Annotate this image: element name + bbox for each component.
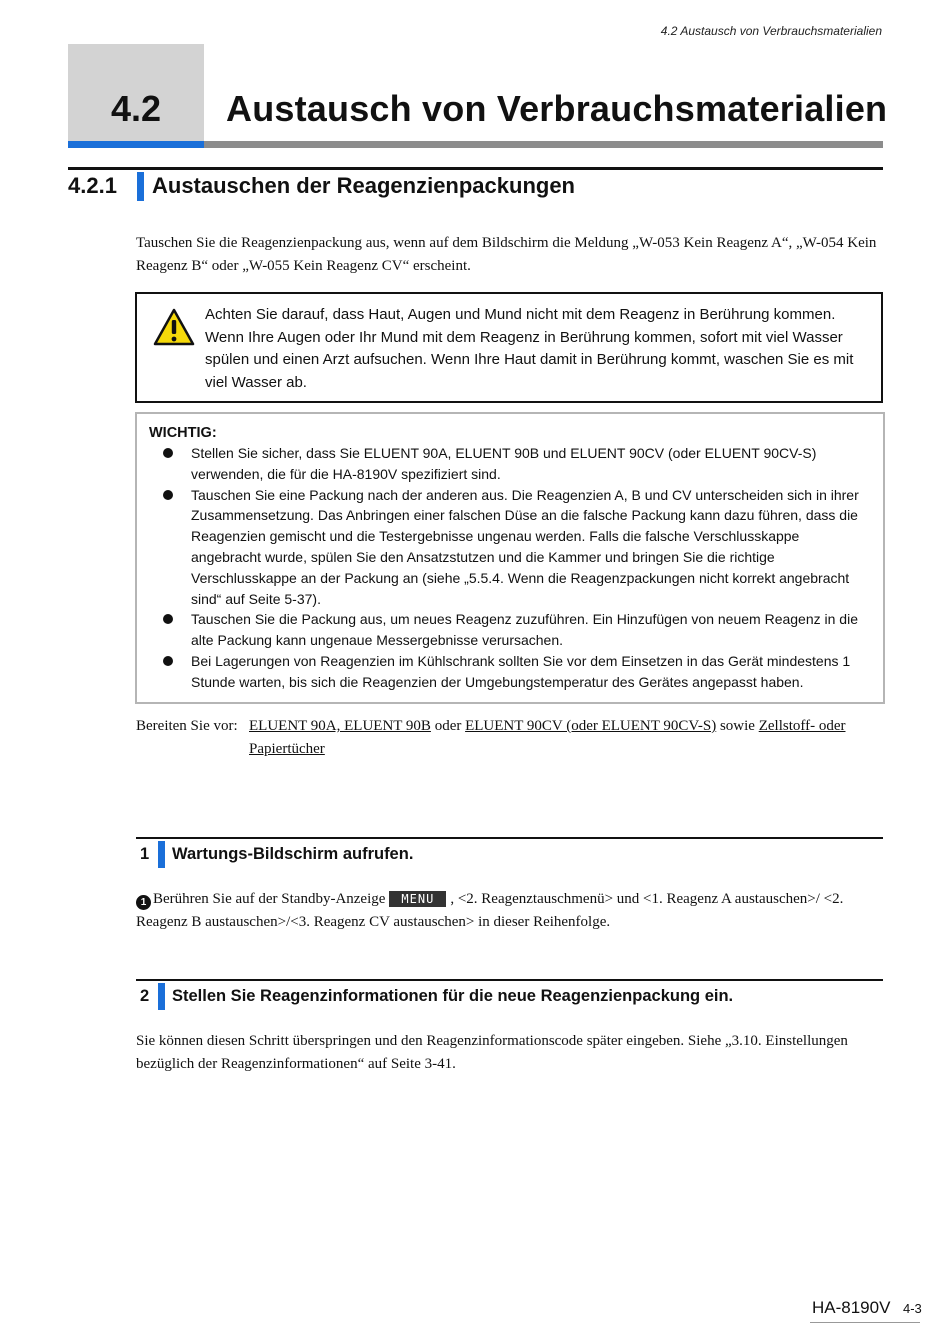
important-title: WICHTIG: [149, 425, 217, 441]
section-number: 4.2.1 [68, 173, 117, 198]
step-rule [136, 979, 883, 981]
step-1-body: 1 Berühren Sie auf der Standby-Anzeige MENU , <2. Reagenztauschmenü> und <1. Reagenz A austauschen>/ <2. Reagenz B austauschen>/<3. Reagenz CV austauschen> in dieser Reihenfolge. [136, 891, 844, 930]
prepare-item-tissues: Zellstoff- oder Papiertücher [249, 718, 846, 757]
warning-box [135, 292, 883, 403]
footer-rule [810, 1322, 920, 1323]
intro-paragraph: Tauschen Sie die Reagenzienpackung aus, wenn auf dem Bildschirm die Meldung „W-053 Kein Reagenz A“, „W-054 Kein Reagenz B“ oder „W-055 Kein Reagenz CV“ erscheint. [136, 235, 877, 274]
chapter-rule [204, 141, 883, 148]
chapter-accent-line [68, 141, 204, 148]
prepare-separator: sowie [719, 718, 755, 734]
step-accent-bar [158, 841, 165, 868]
step-2-body: Sie können diesen Schritt überspringen und den Reagenzinformationscode später eingeben. Siehe „3.10. Einstellungen bezüglich der Reagenzinformationen“ auf Seite 3-41. [136, 1033, 848, 1072]
warning-text: Achten Sie darauf, dass Haut, Augen und Mund nicht mit dem Reagenz in Berührung kommen. Wenn Ihre Augen oder Ihr Mund mit dem Reagenz in Berührung kommen, sofort mit viel Wasser spülen und einen Arzt aufsuchen. Wenn Ihre Haut damit in Berührung kommt, waschen Sie es mit viel Wasser ab. [205, 306, 854, 391]
section-title: Austauschen der Reagenzienpackungen [152, 173, 575, 198]
section-rule [68, 167, 883, 170]
step-rule [136, 837, 883, 839]
step-number: 2 [140, 987, 150, 1005]
running-header: 4.2 Austausch von Verbrauchsmaterialien [660, 24, 882, 38]
step-title: Wartungs-Bildschirm aufrufen. [172, 845, 414, 863]
prepare-item-eluent-cv: ELUENT 90CV (oder ELUENT 90CV-S) [465, 718, 717, 734]
prepare-item-eluent-a-b: ELUENT 90A, ELUENT 90B [249, 718, 431, 734]
important-item: Bei Lagerungen von Reagenzien im Kühlschrank sollten Sie vor dem Einsetzen in das Gerät mindestens 1 Stunde warten, bis sich die Reagenzien der Umgebungstemperatur des Gerätes angepasst haben. [163, 651, 873, 693]
warning-triangle-icon [153, 308, 195, 346]
section-accent-bar [137, 172, 144, 201]
menu-key: MENU [389, 891, 446, 907]
important-item: Stellen Sie sicher, dass Sie ELUENT 90A, ELUENT 90B und ELUENT 90CV (oder ELUENT 90CV-S) verwenden, die für die HA-8190V spezifiziert sind. [163, 443, 873, 485]
chapter-number: 4.2 [110, 88, 162, 129]
bullet-icon [163, 614, 173, 624]
substep-number-icon: 1 [136, 895, 151, 910]
chapter-title: Austausch von Verbrauchsmaterialien [226, 88, 888, 129]
important-list [163, 443, 873, 693]
prepare-label: Bereiten Sie vor: [136, 718, 238, 734]
important-box [135, 412, 885, 704]
prepare-separator: oder [434, 718, 462, 734]
important-item: Tauschen Sie eine Packung nach der anderen aus. Die Reagenzien A, B und CV unterscheiden sich in ihrer Zusammensetzung. Das Anbringen einer falschen Düse an die falsche Packung kann dazu führen, dass die Reagenzien gemischt und die Testergebnisse ungenau werden. Falls die falsche Verschlusskappe angebracht wurde, spülen Sie den Ansatzstutzen und die Kammer und bringen Sie die richtige Verschlusskappe an der Packung an (siehe „5.5.4. Wenn die Reagenzpackungen nicht korrekt angebracht sind“ auf Seite 5-37). [163, 485, 873, 610]
footer-model: HA-8190V [812, 1298, 891, 1317]
bullet-icon [163, 490, 173, 500]
bullet-icon [163, 448, 173, 458]
prepare-items [249, 715, 885, 761]
important-item: Tauschen Sie die Packung aus, um neues Reagenz zuzuführen. Ein Hinzufügen von neuem Reagenz in die alte Packung kann ungenaue Messergebnisse verursachen. [163, 609, 873, 651]
step-number: 1 [140, 845, 150, 863]
footer-page-number: 4-3 [903, 1301, 922, 1316]
step-title: Stellen Sie Reagenzinformationen für die neue Reagenzienpackung ein. [172, 987, 734, 1005]
step-accent-bar [158, 983, 165, 1010]
bullet-icon [163, 656, 173, 666]
